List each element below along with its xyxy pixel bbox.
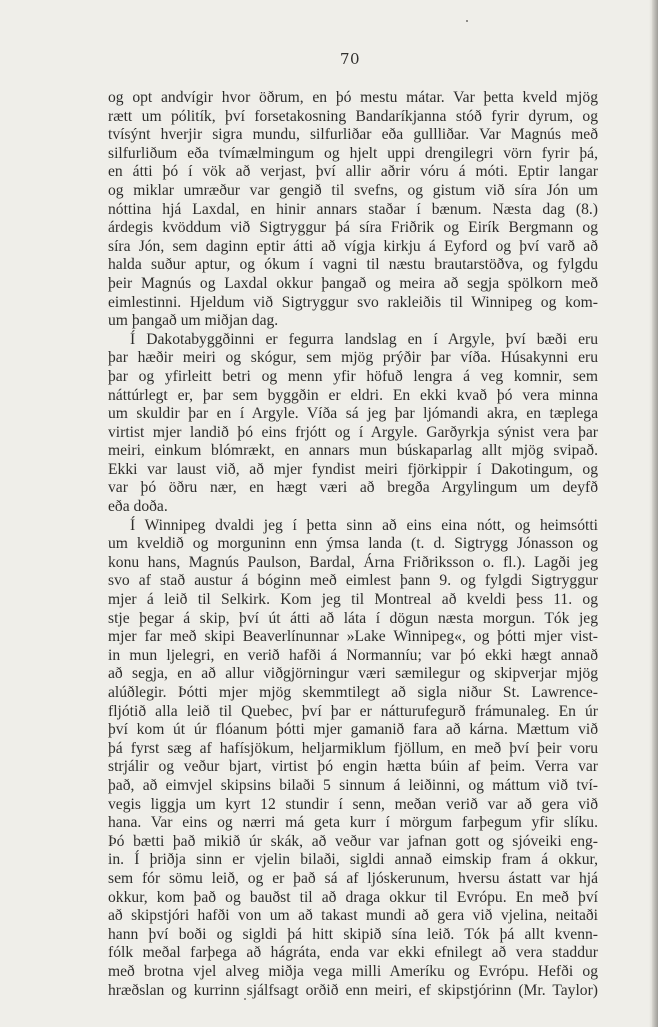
text-line: tvísýnt hverjir sigra mundu, silfurliðar eða gullliðar. Var Magnús með <box>108 126 598 144</box>
text-line: in. Í þriðja sinn er vjelin bilaði, sigldi annað eimskip fram á okkur, <box>108 851 598 869</box>
page-number: 70 <box>339 50 361 68</box>
text-line: halda suður aptur, og ókum í vagni til næstu brautarstöðva, og fylgdu <box>108 256 598 274</box>
text-line: eimlestinni. Hjeldum við Sigtryggur svo rakleiðis til Winnipeg og kom- <box>108 293 598 311</box>
text-line: hræðslan og kurrinn sjálfsagt orðið enn meiri, ef skipstjórinn (Mr. Taylor) <box>108 981 598 999</box>
text-line: það, að eimvjel skipsins bilaði 5 sinnum á leiðinni, og máttum við tví- <box>108 776 598 794</box>
text-line: Ekki var laust við, að mjer fyndist meiri fjörkippir í Dakotingum, og <box>108 460 598 478</box>
text-line: in mun ljelegri, en verið hafði á Normanníu; var þó ekki hægt annað <box>108 646 598 664</box>
text-line: hann því boði og sigldi þá hitt skipið sína leið. Tók þá allt kvenn- <box>108 925 598 943</box>
text-line: því kom út úr flóanum þótti mjer gamanið fara að kárna. Mættum við <box>108 721 598 739</box>
text-line: náttúrlegt er, þar sem byggðin er eldri. En ekki kvað þó vera minna <box>108 386 598 404</box>
text-line: um kveldið og morguninn enn ýmsa landa (t. d. Sigtrygg Jónasson og <box>108 535 598 553</box>
text-line: að skipstjóri hafði von um að takast mundi að gera við vjelina, neitaði <box>108 907 598 925</box>
text-line: þeir Magnús og Laxdal okkur þangað og meira að segja spölkorn með <box>108 274 598 292</box>
text-line: og opt andvígir hvor öðrum, en þó mestu mátar. Var þetta kveld mjög <box>108 89 598 106</box>
paper-speck <box>466 20 468 22</box>
text-line: mjer far með skipi Beaverlínunnar »Lake Winnipeg«, og þótti mjer vist- <box>108 628 598 646</box>
text-line: sem fór sömu leið, og er það sá af ljóskerunum, hversu ástatt var hjá <box>108 869 598 887</box>
text-line: þar og yfirleitt betri og menn yfir höfuð lengra á veg komnir, sem <box>108 367 598 385</box>
text-line: árdegis kvöddum við Sigtryggur þá síra Friðrik og Eirík Bergmann og <box>108 219 598 237</box>
text-line: rætt um pólitík, því forsetakosning Bandaríkjanna stóð fyrir dyrum, og <box>108 107 598 125</box>
text-line: en átti þó í vök að verjast, því allir aðrir vóru á móti. Eptir langar <box>108 163 598 181</box>
text-line: þar hæðir meiri og skógur, sem mjög prýðir þar víða. Húsakynni eru <box>108 349 598 367</box>
text-line: þá fyrst sæg af hafísjökum, heljarmiklum fjöllum, en með því þeir voru <box>108 739 598 757</box>
page-edge <box>652 0 658 1027</box>
text-line: eða doða. <box>108 498 168 516</box>
text-line: vegis liggja um kyrt 12 stundir í senn, meðan verið var að gera við <box>108 795 598 813</box>
text-line: Þó bætti það mikið úr skák, að veður var jafnan gott og sjóveiki eng- <box>108 832 598 850</box>
text-line: hana. Var eins og nærri má geta kurr í mörgum farþegum yfir slíku. <box>108 814 598 832</box>
text-line: með brotna vjel alveg miðja vega milli Ameríku og Evrópu. Hefði og <box>108 962 598 980</box>
text-line: mjer á leið til Selkirk. Kom jeg til Montreal að kveldi þess 11. og <box>108 591 598 609</box>
text-line: konu hans, Magnús Paulson, Bardal, Árna Friðriksson o. fl.). Lagði jeg <box>108 553 598 571</box>
text-line: meiri, einkum blómrækt, en annars mun búskaparlag allt mjög svipað. <box>108 442 598 460</box>
text-line: Í Dakotabyggðinni er fegurra landslag en í Argyle, því bæði eru <box>130 330 598 348</box>
text-line: silfurliðum eða tvímælmingum og hjelt uppi drengilegri vörn fyrir þá, <box>108 144 598 162</box>
text-line: að segja, en að allur viðgjörningur væri sæmilegur og skipverjar mjög <box>108 665 598 683</box>
text-line: Í Winnipeg dvaldi jeg í þetta sinn að eins eina nótt, og heimsótti <box>130 516 598 534</box>
text-line: svo af stað austur á bóginn með eimlest þann 9. og fylgdi Sigtryggur <box>108 572 598 590</box>
text-line: síra Jón, sem daginn eptir átti að vígja kirkju á Eyford og því varð að <box>108 237 598 255</box>
paper-speck <box>244 998 246 1000</box>
text-line: okkur, kom það og bauðst til að draga okkur til Evrópu. En með því <box>108 888 598 906</box>
text-line: um skuldir þar en í Argyle. Víða sá jeg þar ljómandi akra, en tæplega <box>108 405 598 423</box>
text-line: fljótið alla leið til Quebec, því þar er nátturufegurð frámunaleg. En úr <box>108 702 598 720</box>
text-line: stje þegar á skip, því út átti að láta í dögun næsta morgun. Tók jeg <box>108 609 598 627</box>
text-line: fólk meðal farþega að hágráta, enda var ekki efnilegt að vera staddur <box>108 944 598 962</box>
text-line: nóttina hjá Laxdal, en hinir annars staðar í bænum. Næsta dag (8.) <box>108 200 598 218</box>
text-line: alúðlegir. Þótti mjer mjög skemmtilegt að sigla niður St. Lawrence- <box>108 684 598 701</box>
text-line: strjálir og veður bjart, virtist þó engin hætta búin af þeim. Verra var <box>108 758 598 776</box>
text-line: virtist mjer landið þó eins frjótt og í Argyle. Garðyrkja sýnist vera þar <box>108 423 598 441</box>
text-line: var þó öðru nær, en hægt væri að bregða Argylingum um deyfð <box>108 479 598 497</box>
text-line: og miklar umræður var gengið til svefns, og gistum við síra Jón um <box>108 181 598 199</box>
text-line: um þangað um miðjan dag. <box>108 312 279 330</box>
body-text <box>108 89 598 1000</box>
